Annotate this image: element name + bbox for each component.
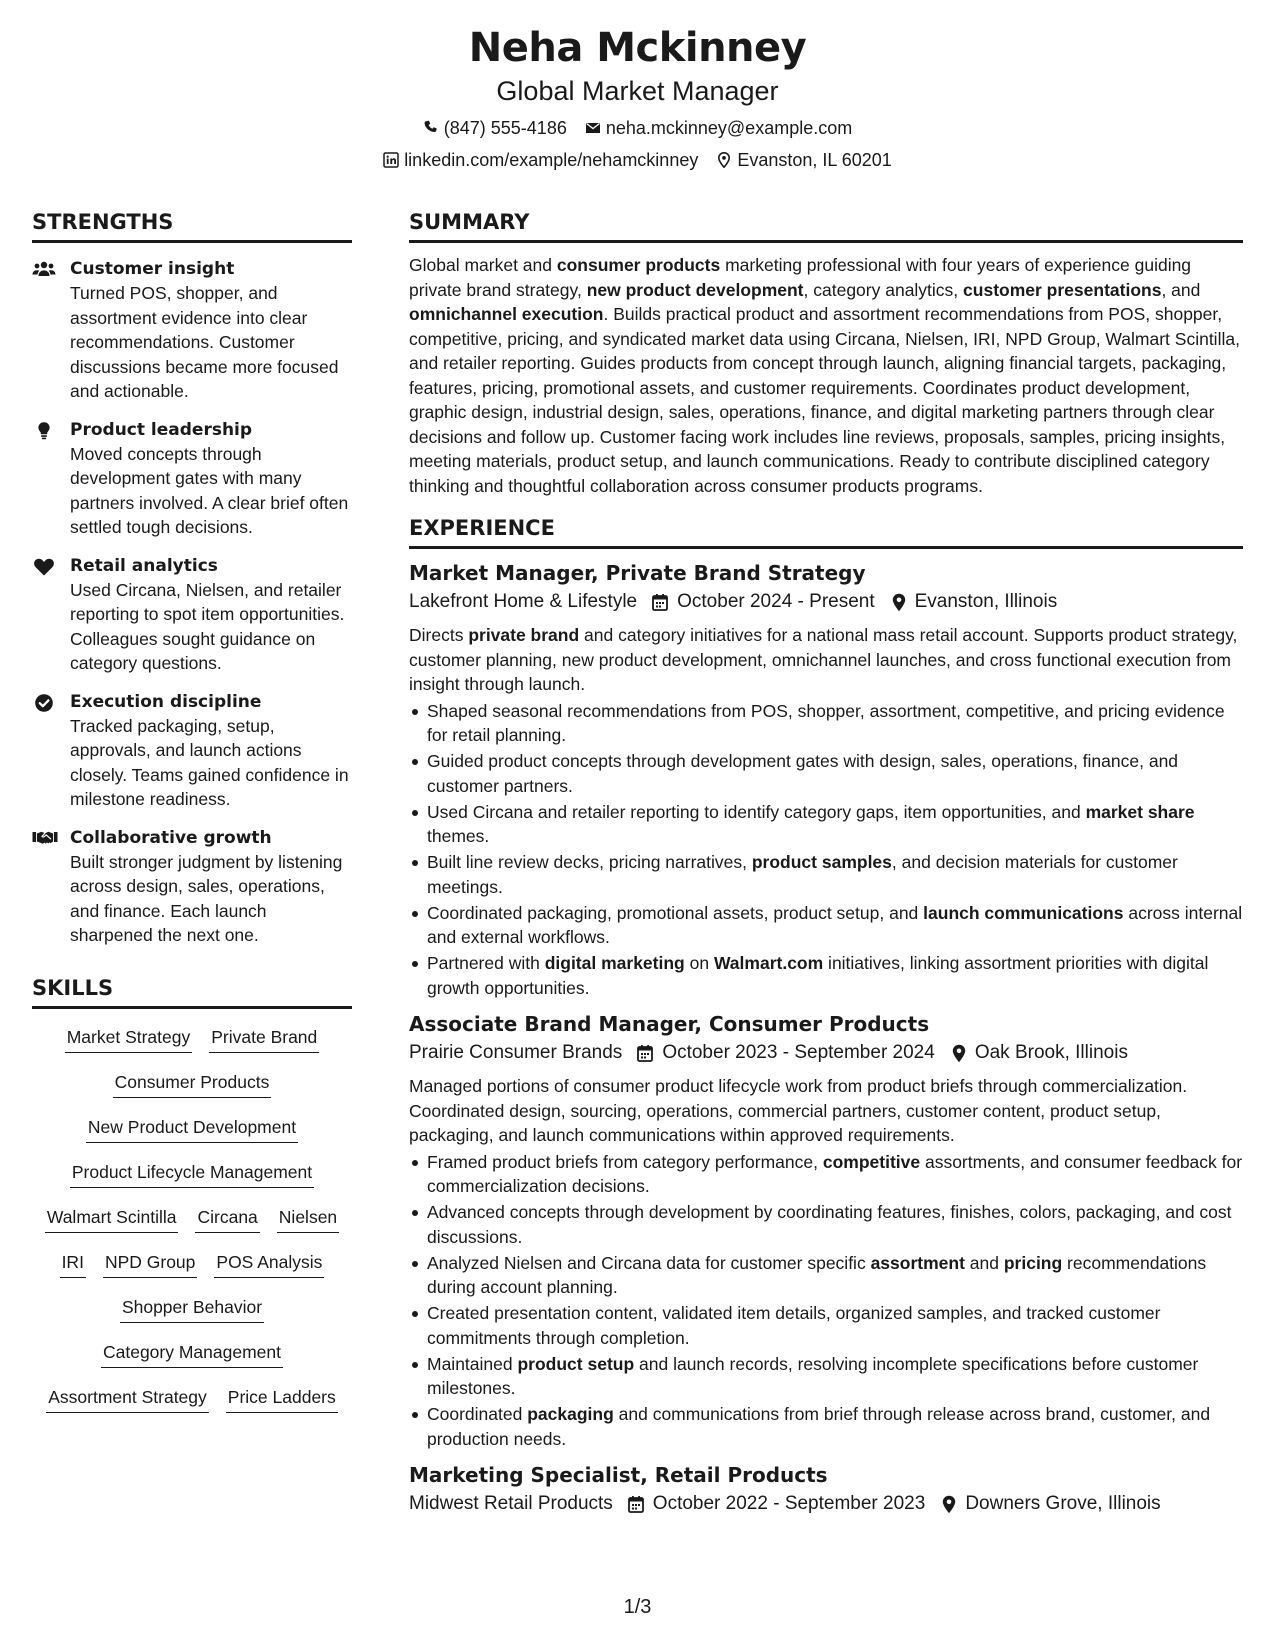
strength-item [32,418,352,540]
skill-tag: Nielsen [277,1205,339,1233]
calendar-icon [636,1044,654,1063]
job-bullet: Coordinated packaging and communications from brief through release across brand, customer, and production needs. [409,1402,1243,1451]
job-bullet: Guided product concepts through development gates with design, sales, operations, finance, and customer partners. [409,749,1243,798]
skills-row [32,1289,352,1334]
job-dates: October 2023 - September 2024 [662,1042,935,1063]
job-company: Lakefront Home & Lifestyle [409,591,638,612]
skill-tag: Shopper Behavior [120,1295,264,1323]
job-title: Marketing Specialist, Retail Products [409,1463,828,1487]
job-company: Prairie Consumer Brands [409,1042,623,1063]
job-description: Managed portions of consumer product lifecycle work from product briefs through commercialization. Coordinated design, sourcing, operations, commercial partners, customer content, product setup, packaging, and launch communications within approved requirements. [409,1076,1188,1145]
job-entry [409,1010,1243,1451]
job-bullet: Used Circana and retailer reporting to identify category gaps, item opportunities, and market share themes. [409,800,1243,849]
skill-tag: POS Analysis [214,1250,324,1278]
right-column [409,208,1243,1519]
strength-description: Tracked packaging, setup, approvals, and launch actions closely. Teams gained confidence in milestone readiness. [70,715,349,809]
map-pin-icon [716,152,732,168]
strength-item [32,257,352,404]
heart-icon [32,554,70,676]
experience-heading: EXPERIENCE [409,514,1243,549]
skill-tag: Circana [195,1205,259,1233]
strength-item [32,690,352,812]
job-bullet: Coordinated packaging, promotional assets, product setup, and launch communications across internal and external workflows. [409,901,1243,950]
skill-tag: Category Management [101,1340,283,1368]
strength-title: Customer insight [70,259,235,279]
resume-header [0,22,1275,172]
users-icon [32,257,70,404]
job-bullets [409,699,1243,1001]
strength-item [32,826,352,948]
skills-row [32,1154,352,1199]
job-bullet: Shaped seasonal recommendations from POS, shopper, assortment, competitive, and pricing evidence for retail planning. [409,699,1243,748]
strength-description: Built stronger judgment by listening across design, sales, operations, and finance. Each launch sharpened the next one. [70,851,343,945]
calendar-icon [651,593,669,612]
job-location: Downers Grove, Illinois [965,1493,1161,1514]
strength-description: Moved concepts through development gates with many partners involved. A clear brief often settled tough decisions. [70,443,349,537]
strength-title: Collaborative growth [70,827,272,848]
strengths-heading: STRENGTHS [32,208,352,243]
page-number: 1/3 [623,1596,652,1618]
map-pin-icon [941,1495,957,1514]
job-bullet: Partnered with digital marketing on Walmart.com initiatives, linking assortment priorities with digital growth opportunities. [409,951,1243,1000]
job-title: Market Manager, Private Brand Strategy [409,561,866,585]
strength-item [32,554,352,676]
skill-tag: Market Strategy [65,1025,193,1053]
skill-tag: Consumer Products [113,1070,272,1098]
job-bullet: Analyzed Nielsen and Circana data for customer specific assortment and pricing recommendations during account planning. [409,1251,1243,1300]
job-title: Associate Brand Manager, Consumer Products [409,1012,930,1036]
strength-title: Execution discipline [70,691,262,712]
job-meta [409,587,1243,617]
location-text: Evanston, IL 60201 [737,150,892,170]
envelope-icon [585,120,601,136]
skill-tag: Walmart Scintilla [45,1205,179,1233]
skills-row [32,1334,352,1379]
job-location: Oak Brook, Illinois [974,1042,1128,1063]
phone-icon [423,120,439,136]
candidate-name: Neha Mckinney [468,25,807,71]
jobs-list [409,559,1243,1519]
skills-row [32,1109,352,1154]
skill-tag: Product Lifecycle Management [70,1160,314,1188]
job-location: Evanston, Illinois [914,591,1058,612]
contact-row-1 [0,116,1275,140]
skills-row [32,1199,352,1244]
job-bullet: Advanced concepts through development by coordinating features, finishes, colors, packaging, and cost discussions. [409,1200,1243,1249]
map-pin-icon [951,1044,967,1063]
job-bullet: Built line review decks, pricing narratives, product samples, and decision materials for customer meetings. [409,850,1243,899]
job-bullet: Framed product briefs from category performance, competitive assortments, and consumer feedback for commercialization decisions. [409,1150,1243,1199]
handshake-icon [32,826,70,948]
job-bullet: Created presentation content, validated item details, organized samples, and tracked customer commitments through completion. [409,1301,1243,1350]
skill-tag: NPD Group [103,1250,197,1278]
lightbulb-icon [32,418,70,540]
phone-contact [423,116,567,140]
job-bullets [409,1150,1243,1452]
email-address[interactable]: neha.mckinney@example.com [605,118,853,138]
calendar-icon [627,1495,645,1514]
skill-tag: Price Ladders [226,1385,338,1413]
strengths-list [32,257,352,948]
skills-row [32,1064,352,1109]
skills-row [32,1244,352,1289]
job-entry [409,559,1243,1000]
job-dates: October 2024 - Present [677,591,875,612]
job-bullet: Maintained product setup and launch records, resolving incomplete specifications before customer milestones. [409,1352,1243,1401]
summary-text: Global market and consumer products marketing professional with four years of experience guiding private brand strategy, new product development, category analytics, customer presentations, and omnichannel execution. Builds practical product and assortment recommendations from POS, shopper, competitive, pricing, and syndicated market data using Circana, Nielsen, IRI, NPD Group, Walmart Scintilla, and retailer reporting. Guides products from concept through launch, aligning financial targets, packaging, features, pricing, promotional assets, and customer requirements. Coordinates product development, graphic design, industrial design, sales, operations, finance, and digital marketing partners through clear decisions and follow up. Customer facing work includes line reviews, proposals, samples, pricing insights, meeting materials, product setup, and launch communications. Ready to contribute disciplined category thinking and thoughtful collaboration across consumer products programs. [409,255,1240,496]
location-contact [716,148,891,172]
skills-list [32,1019,352,1424]
candidate-title: Global Market Manager [496,76,779,106]
strength-description: Used Circana, Nielsen, and retailer reporting to spot item opportunities. Colleagues sought guidance on category questions. [70,579,345,673]
phone-number: (847) 555-4186 [443,118,567,138]
job-meta [409,1489,1243,1519]
map-pin-icon [891,593,907,612]
skill-tag: IRI [60,1250,86,1278]
skills-heading: SKILLS [32,974,352,1009]
linkedin-contact[interactable] [383,148,698,172]
job-description: Directs private brand and category initiatives for a national mass retail account. Supports product strategy, customer planning, new product development, omnichannel launches, and cross functional execution from insight through launch. [409,625,1238,694]
check-circle-icon [32,690,70,812]
email-contact[interactable] [585,116,852,140]
linkedin-icon [383,152,399,168]
contact-row-2 [0,148,1275,172]
skill-tag: New Product Development [86,1115,298,1143]
skills-row [32,1379,352,1424]
summary-heading: SUMMARY [409,208,1243,243]
strength-title: Product leadership [70,419,253,440]
strength-title: Retail analytics [70,555,218,576]
job-dates: October 2022 - September 2023 [652,1493,926,1514]
linkedin-url[interactable]: linkedin.com/example/nehamckinney [404,150,699,170]
skills-row [32,1019,352,1064]
job-entry [409,1461,1243,1519]
left-column [32,208,352,1424]
job-company: Midwest Retail Products [409,1493,613,1514]
job-meta [409,1038,1243,1068]
skill-tag: Private Brand [209,1025,319,1053]
skill-tag: Assortment Strategy [46,1385,209,1413]
strength-description: Turned POS, shopper, and assortment evidence into clear recommendations. Customer discussions became more focused and actionable. [70,283,339,401]
